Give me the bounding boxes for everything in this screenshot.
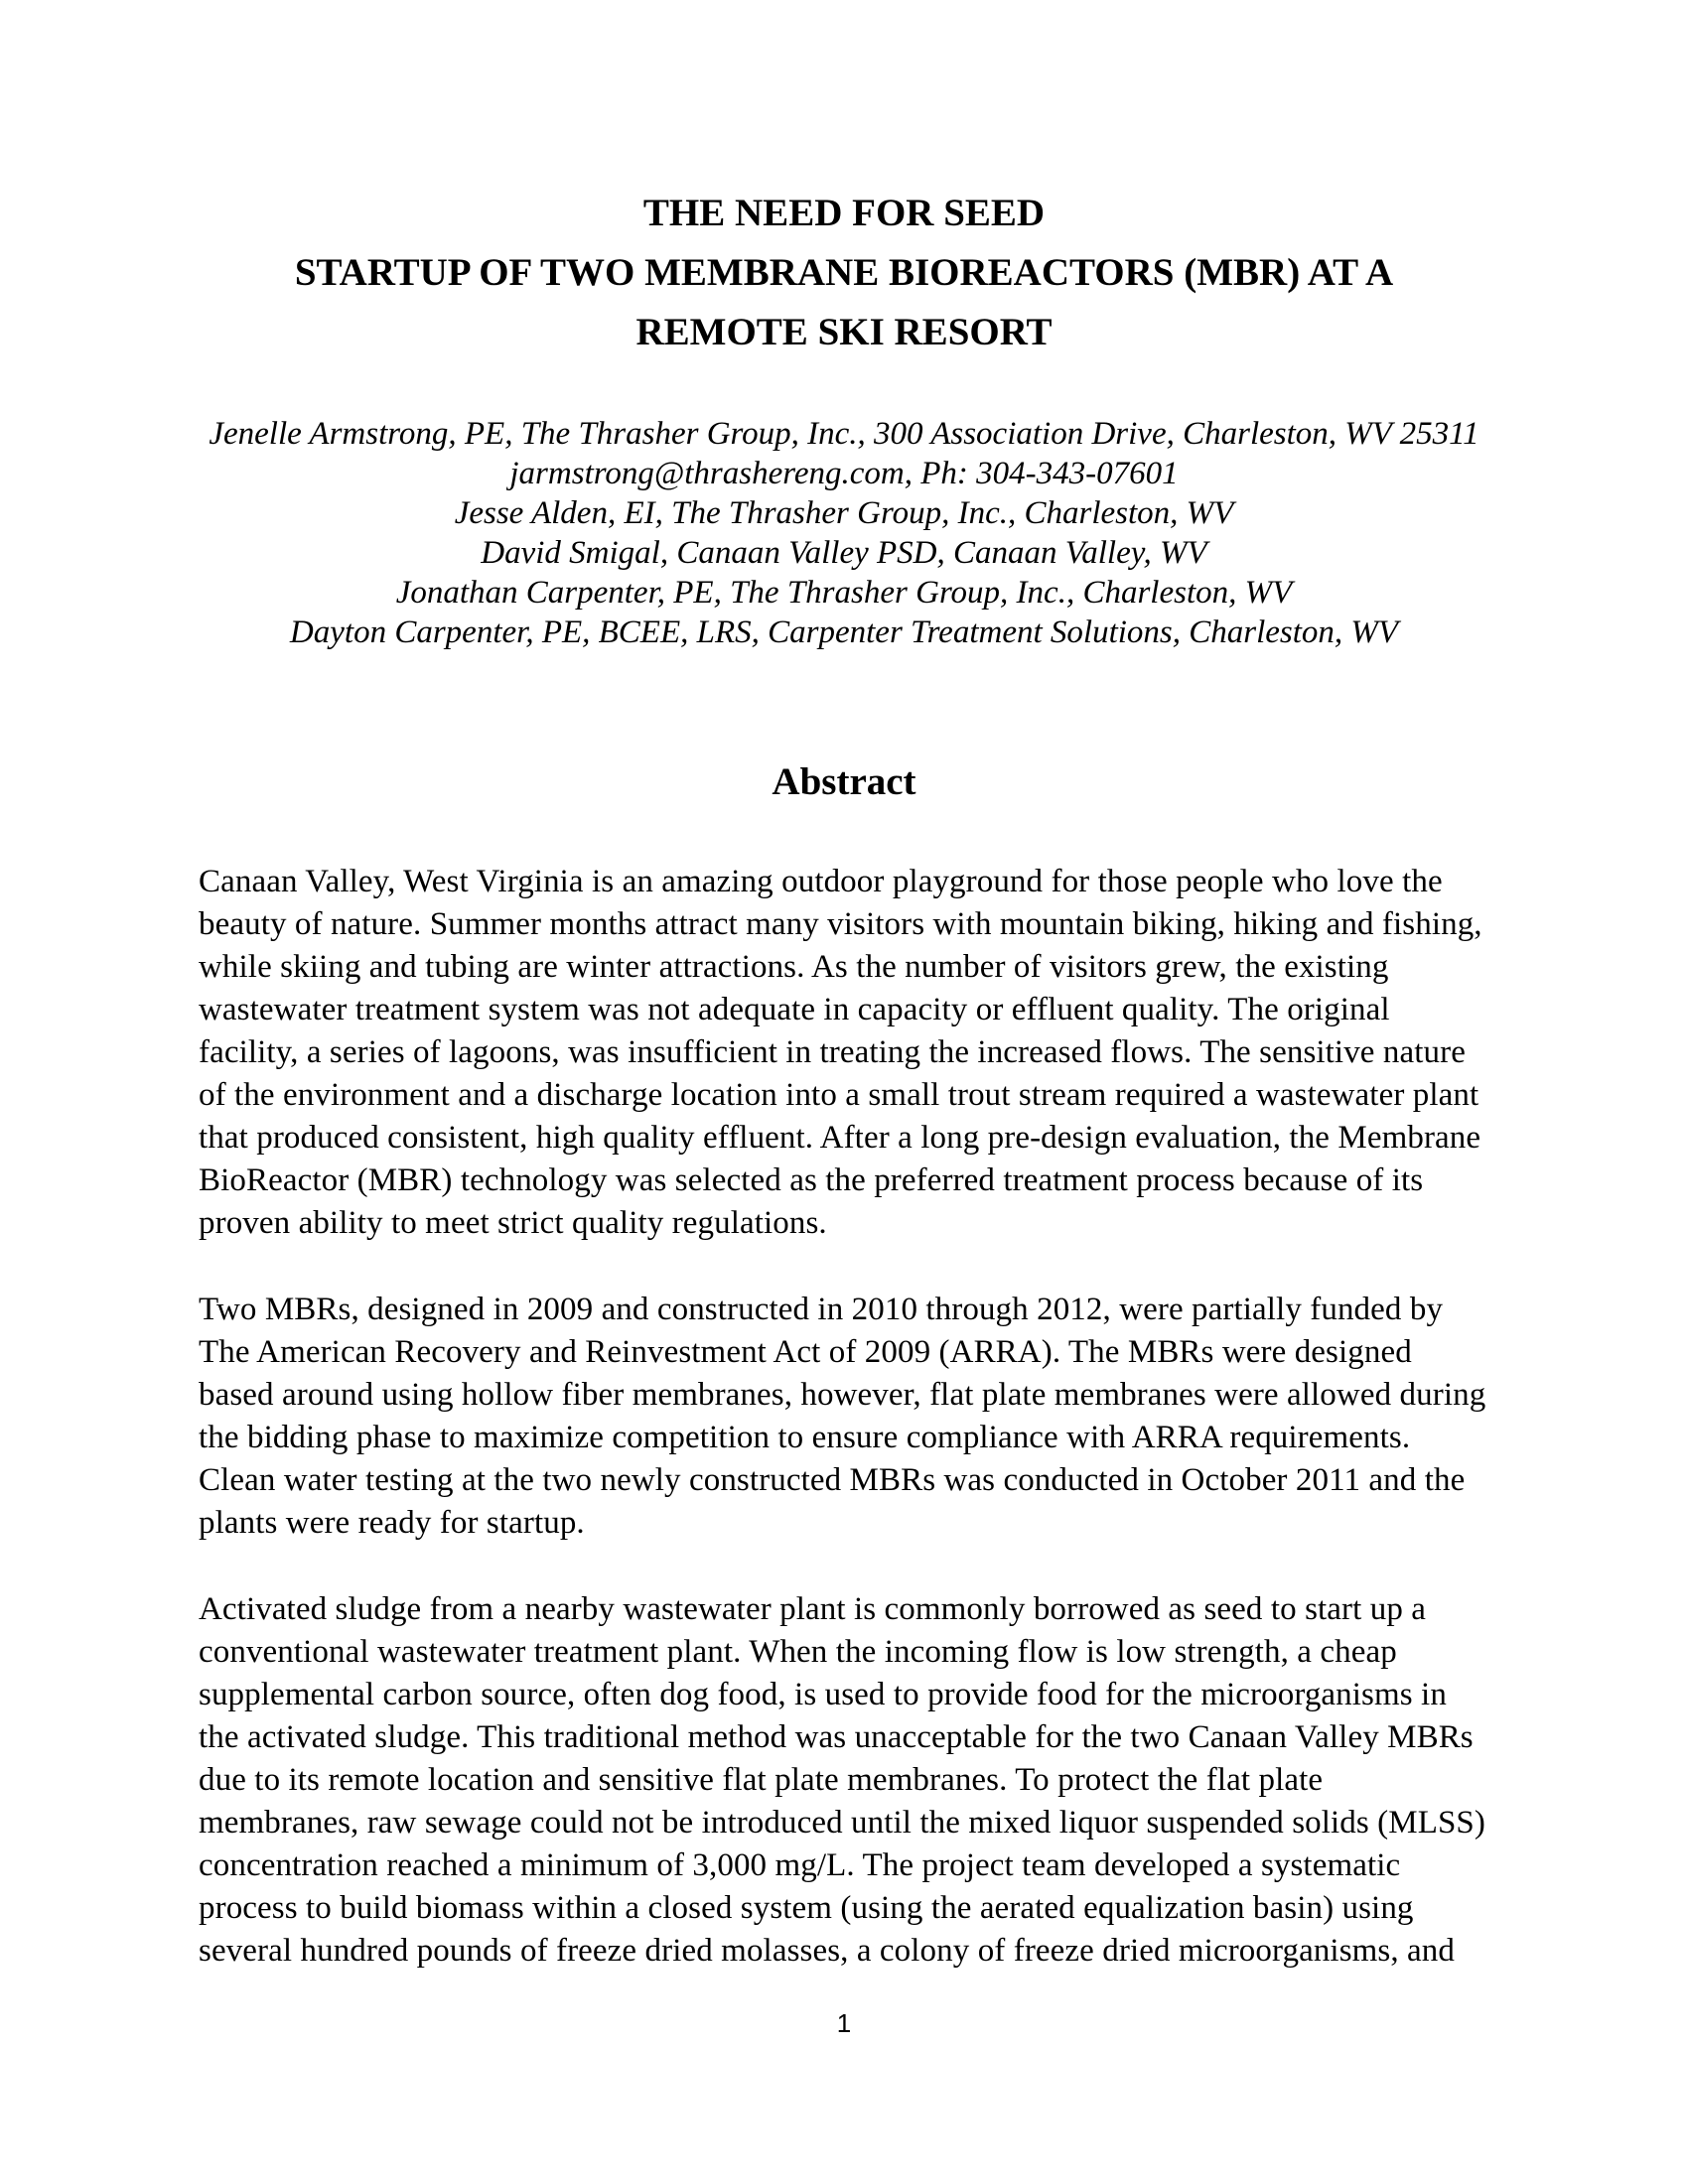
author-contact-line: jarmstrong@thrashereng.com, Ph: 304-343-07601 <box>509 456 1179 491</box>
abstract-body <box>199 861 1489 1973</box>
paper-title-line-2: STARTUP OF TWO MEMBRANE BIOREACTORS (MBR) AT A <box>294 251 1394 294</box>
page-number: 1 <box>836 2008 852 2038</box>
author-line-4: Jonathan Carpenter, PE, The Thrasher Group, Inc., Charleston, WV <box>395 575 1293 611</box>
author-line-2: Jesse Alden, EI, The Thrasher Group, Inc., Charleston, WV <box>454 495 1234 531</box>
abstract-paragraph-1: Canaan Valley, West Virginia is an amazing outdoor playground for those people who love the beauty of nature. Summer months attract many visitors with mountain biking, hiking and fishing, while skiing and tubing are winter attractions. As the number of visitors grew, the existing wastewater treatment system was not adequate in capacity or effluent quality. The original facility, a series of lagoons, was insufficient in treating the increased flows. The sensitive nature of the environment and a discharge location into a small trout stream required a wastewater plant that produced consistent, high quality effluent. After a long pre-design evaluation, the Membrane BioReactor (MBR) technology was selected as the preferred treatment process because of its proven ability to meet strict quality regulations. <box>199 864 1482 1241</box>
paper-title-line-3: REMOTE SKI RESORT <box>635 311 1053 353</box>
abstract-paragraph-3: Activated sludge from a nearby wastewater plant is commonly borrowed as seed to start up a conventional wastewater treatment plant. When the incoming flow is low strength, a cheap supplemental carbon source, often dog food, is used to provide food for the microorganisms in the activated sludge. This traditional method was unacceptable for the two Canaan Valley MBRs due to its remote location and sensitive flat plate membranes. To protect the flat plate membranes, raw sewage could not be introduced until the mixed liquor suspended solids (MLSS) concentration reached a minimum of 3,000 mg/L. The project team developed a systematic process to build biomass within a closed system (using the aerated equalization basin) using several hundred pounds of freeze dried molasses, a colony of freeze dried microorganisms, and <box>199 1591 1485 1969</box>
abstract-heading: Abstract <box>772 760 916 803</box>
author-line-5: Dayton Carpenter, PE, BCEE, LRS, Carpenter Treatment Solutions, Charleston, WV <box>289 614 1399 650</box>
paper-title <box>199 184 1489 362</box>
author-block <box>199 414 1489 652</box>
paper-title-line-1: THE NEED FOR SEED <box>642 192 1046 234</box>
author-line-1: Jenelle Armstrong, PE, The Thrasher Group, Inc., 300 Association Drive, Charleston, WV 25311 <box>209 416 1479 452</box>
author-line-3: David Smigal, Canaan Valley PSD, Canaan Valley, WV <box>481 535 1207 571</box>
abstract-paragraph-2: Two MBRs, designed in 2009 and constructed in 2010 through 2012, were partially funded by The American Recovery and Reinvestment Act of 2009 (ARRA). The MBRs were designed based around using hollow fiber membranes, however, flat plate membranes were allowed during the bidding phase to maximize competition to ensure compliance with ARRA requirements. Clean water testing at the two newly constructed MBRs was conducted in October 2011 and the plants were ready for startup. <box>199 1292 1486 1541</box>
